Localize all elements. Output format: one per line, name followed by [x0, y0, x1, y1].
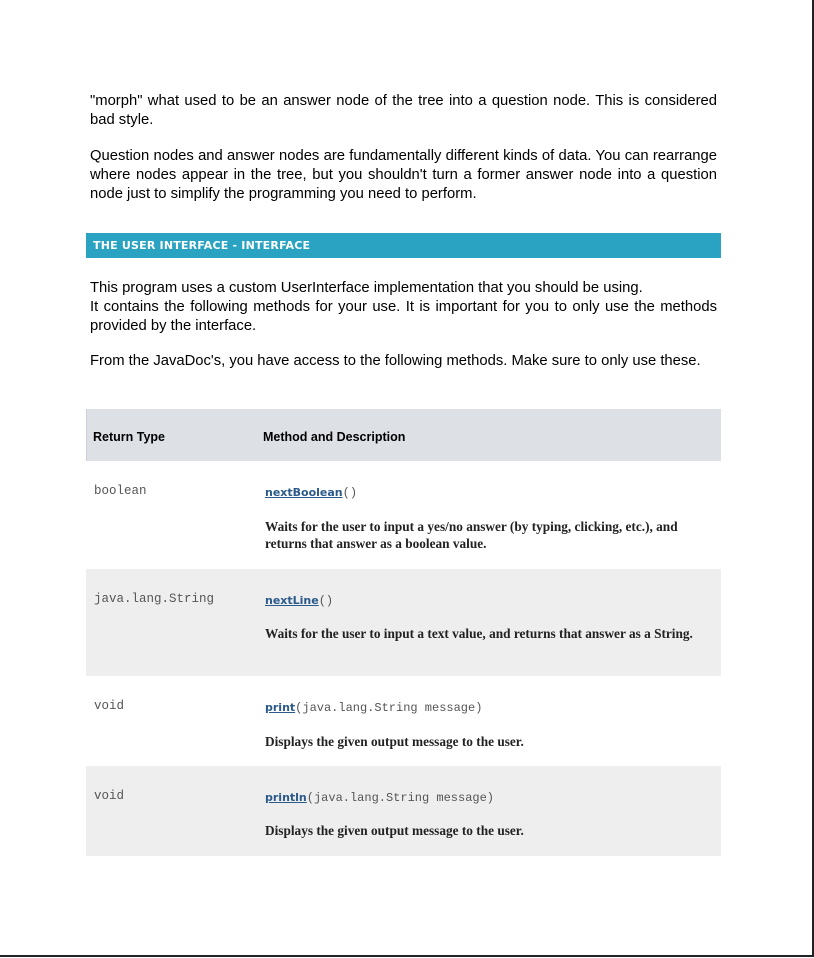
method-params: (java.lang.String message) [295, 701, 483, 715]
method-link-nextLine[interactable]: nextLine [265, 594, 319, 607]
paragraph-morph: "morph" what used to be an answer node of the tree into a question node. This is considered bad style. [90, 93, 717, 128]
section-heading: THE USER INTERFACE - INTERFACE [93, 239, 311, 252]
method-description: Displays the given output message to the user. [265, 734, 524, 749]
paragraph-intro [90, 279, 717, 336]
method-signature [265, 791, 494, 805]
header-return-type: Return Type [93, 430, 165, 444]
method-link-print[interactable]: print [265, 701, 296, 714]
table-row [86, 569, 721, 676]
method-params: (java.lang.String message) [306, 791, 494, 805]
table-row [86, 676, 721, 766]
paragraph-javadoc: From the JavaDoc's, you have access to the following methods. Make sure to only use these. [90, 353, 701, 369]
table-row [86, 766, 721, 856]
return-type: void [94, 699, 125, 713]
method-description: Waits for the user to input a text value, and returns that answer as a String. [265, 626, 693, 641]
methods-table [86, 409, 721, 856]
header-method-description: Method and Description [263, 430, 406, 444]
method-signature [265, 486, 357, 500]
paragraph-node-types: Question nodes and answer nodes are fundamentally different kinds of data. You can rearrange where nodes appear in the tree, but you shouldn't turn a former answer node into a question node just to simplify the programming you need to perform. [90, 148, 717, 202]
return-type: boolean [94, 484, 147, 498]
method-link-println[interactable]: println [265, 791, 307, 804]
paragraph-intro-line1: This program uses a custom UserInterface implementation that you should be using. [90, 280, 643, 296]
return-type: void [94, 789, 125, 803]
paragraph-intro-rest: It contains the following methods for your use. It is important for you to only use the methods provided by the interface. [90, 299, 717, 334]
table-header [86, 409, 721, 461]
return-type: java.lang.String [94, 592, 215, 606]
method-description: Waits for the user to input a yes/no answer (by typing, clicking, etc.), and returns that answer as a boolean value. [265, 519, 678, 551]
method-params: () [318, 594, 334, 608]
method-params: () [342, 486, 358, 500]
table-row [86, 461, 721, 569]
method-signature [265, 594, 333, 608]
method-description: Displays the given output message to the user. [265, 823, 524, 838]
section-heading-banner [86, 233, 721, 258]
method-link-nextBoolean[interactable]: nextBoolean [265, 486, 343, 499]
method-signature [265, 701, 482, 715]
